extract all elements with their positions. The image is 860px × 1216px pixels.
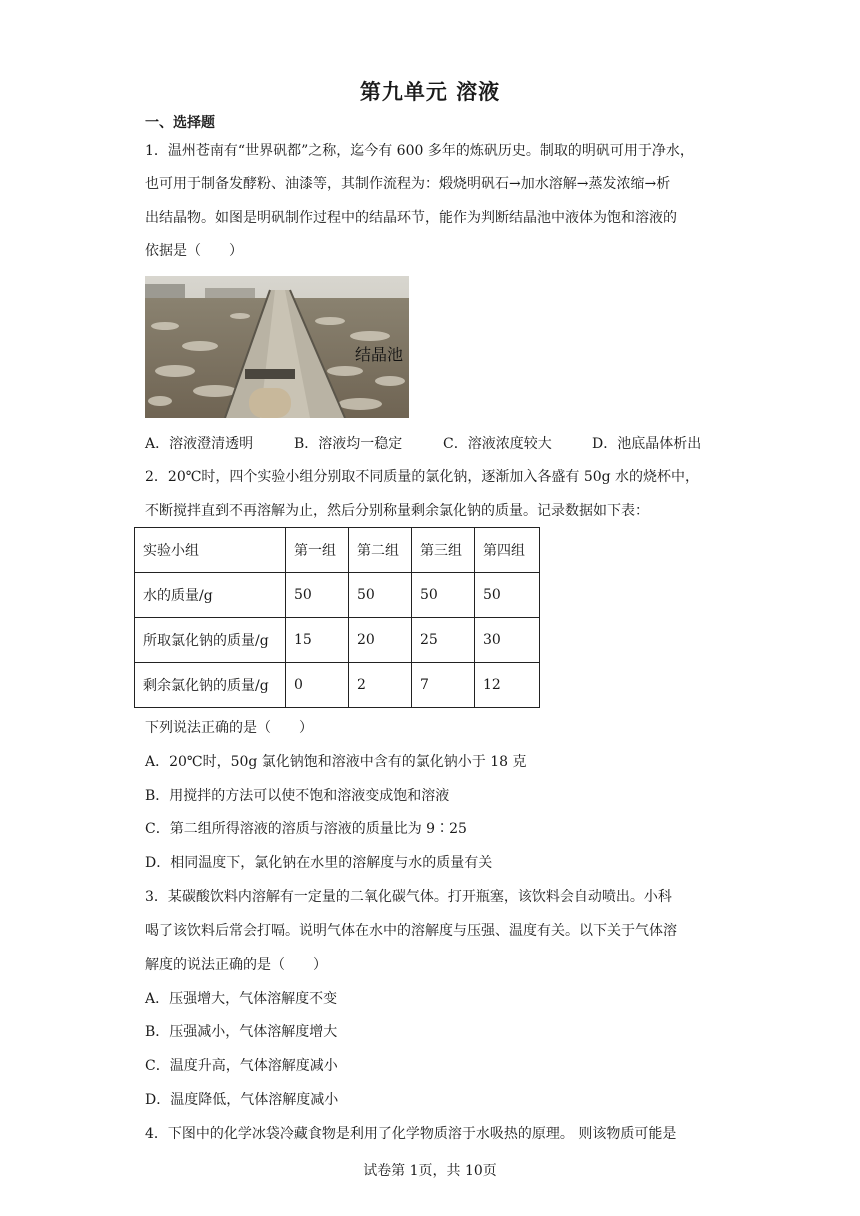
crystallization-pool-photo [145, 276, 409, 418]
page-title: 第九单元 溶液 [359, 80, 501, 104]
table-header-cell: 第一组 [286, 528, 349, 573]
q1-option-a[interactable]: A．溶液澄清透明 [145, 436, 254, 452]
q2-question: 下列说法正确的是（ ） [145, 720, 313, 736]
q1-options [145, 433, 717, 453]
table-cell: 30 [475, 618, 540, 663]
q2-option-a[interactable]: A．20℃时，50g 氯化钠饱和溶液中含有的氯化钠小于 18 克 [145, 754, 527, 770]
table-row [135, 663, 540, 708]
q1-option-b[interactable]: B．溶液均一稳定 [294, 436, 403, 452]
q1-line-3: 出结晶物。如图是明矾制作过程中的结晶环节，能作为判断结晶池中液体为饱和溶液的 [145, 210, 677, 226]
table-cell: 15 [286, 618, 349, 663]
table-header-cell: 第三组 [412, 528, 475, 573]
q4-line-1: 4．下图中的化学冰袋冷藏食物是利用了化学物质溶于水吸热的原理。 则该物质可能是 [145, 1126, 677, 1142]
q1-line-4: 依据是（ ） [145, 243, 243, 259]
table-cell: 0 [286, 663, 349, 708]
q3-line-3: 解度的说法正确的是（ ） [145, 957, 327, 973]
table-cell: 50 [412, 573, 475, 618]
table-cell: 50 [475, 573, 540, 618]
q2-option-b[interactable]: B．用搅拌的方法可以使不饱和溶液变成饱和溶液 [145, 788, 450, 804]
table-header-row [135, 528, 540, 573]
table-header-cell: 实验小组 [135, 528, 286, 573]
q1-option-c[interactable]: C．溶液浓度较大 [443, 436, 552, 452]
q1-line-1: 1．温州苍南有“世界矾都”之称，迄今有 600 多年的炼矾历史。制取的明矾可用于净水， [145, 143, 694, 159]
q3-option-b[interactable]: B．压强减小，气体溶解度增大 [145, 1024, 338, 1040]
q2-line-2: 不断搅拌直到不再溶解为止，然后分别称量剩余氯化钠的质量。记录数据如下表： [145, 503, 649, 519]
q2-line-1: 2．20℃时，四个实验小组分别取不同质量的氯化钠，逐渐加入各盛有 50g 水的烧杯中， [145, 469, 700, 485]
table-cell: 剩余氯化钠的质量/g [135, 663, 286, 708]
q3-line-1: 3．某碳酸饮料内溶解有一定量的二氧化碳气体。打开瓶塞，该饮料会自动喷出。小科 [145, 889, 672, 905]
q2-option-d[interactable]: D．相同温度下，氯化钠在水里的溶解度与水的质量有关 [145, 855, 493, 871]
table-cell: 50 [286, 573, 349, 618]
table-row [135, 573, 540, 618]
table-header-cell: 第四组 [475, 528, 540, 573]
table-cell: 50 [349, 573, 412, 618]
table-cell: 20 [349, 618, 412, 663]
nacl-data-table [134, 527, 540, 708]
table-header-cell: 第二组 [349, 528, 412, 573]
page-footer: 试卷第 1页，共 10页 [363, 1163, 497, 1179]
q2-option-c[interactable]: C．第二组所得溶液的溶质与溶液的质量比为 9∶25 [145, 821, 467, 837]
q3-line-2: 喝了该饮料后常会打嗝。说明气体在水中的溶解度与压强、温度有关。以下关于气体溶 [145, 923, 677, 939]
table-cell: 2 [349, 663, 412, 708]
q3-option-a[interactable]: A．压强增大，气体溶解度不变 [145, 991, 338, 1007]
table-cell: 水的质量/g [135, 573, 286, 618]
q3-option-d[interactable]: D．温度降低，气体溶解度减小 [145, 1092, 339, 1108]
q1-line-2: 也可用于制备发酵粉、油漆等，其制作流程为：煅烧明矾石→加水溶解→蒸发浓缩→析 [145, 176, 671, 192]
pool-label: 结晶池 [355, 345, 404, 364]
table-cell: 7 [412, 663, 475, 708]
q3-option-c[interactable]: C．温度升高，气体溶解度减小 [145, 1058, 338, 1074]
table-cell: 12 [475, 663, 540, 708]
table-cell: 25 [412, 618, 475, 663]
section-heading: 一、选择题 [145, 115, 215, 131]
table-cell: 所取氯化钠的质量/g [135, 618, 286, 663]
table-row [135, 618, 540, 663]
q1-option-d[interactable]: D．池底晶体析出 [592, 436, 702, 452]
